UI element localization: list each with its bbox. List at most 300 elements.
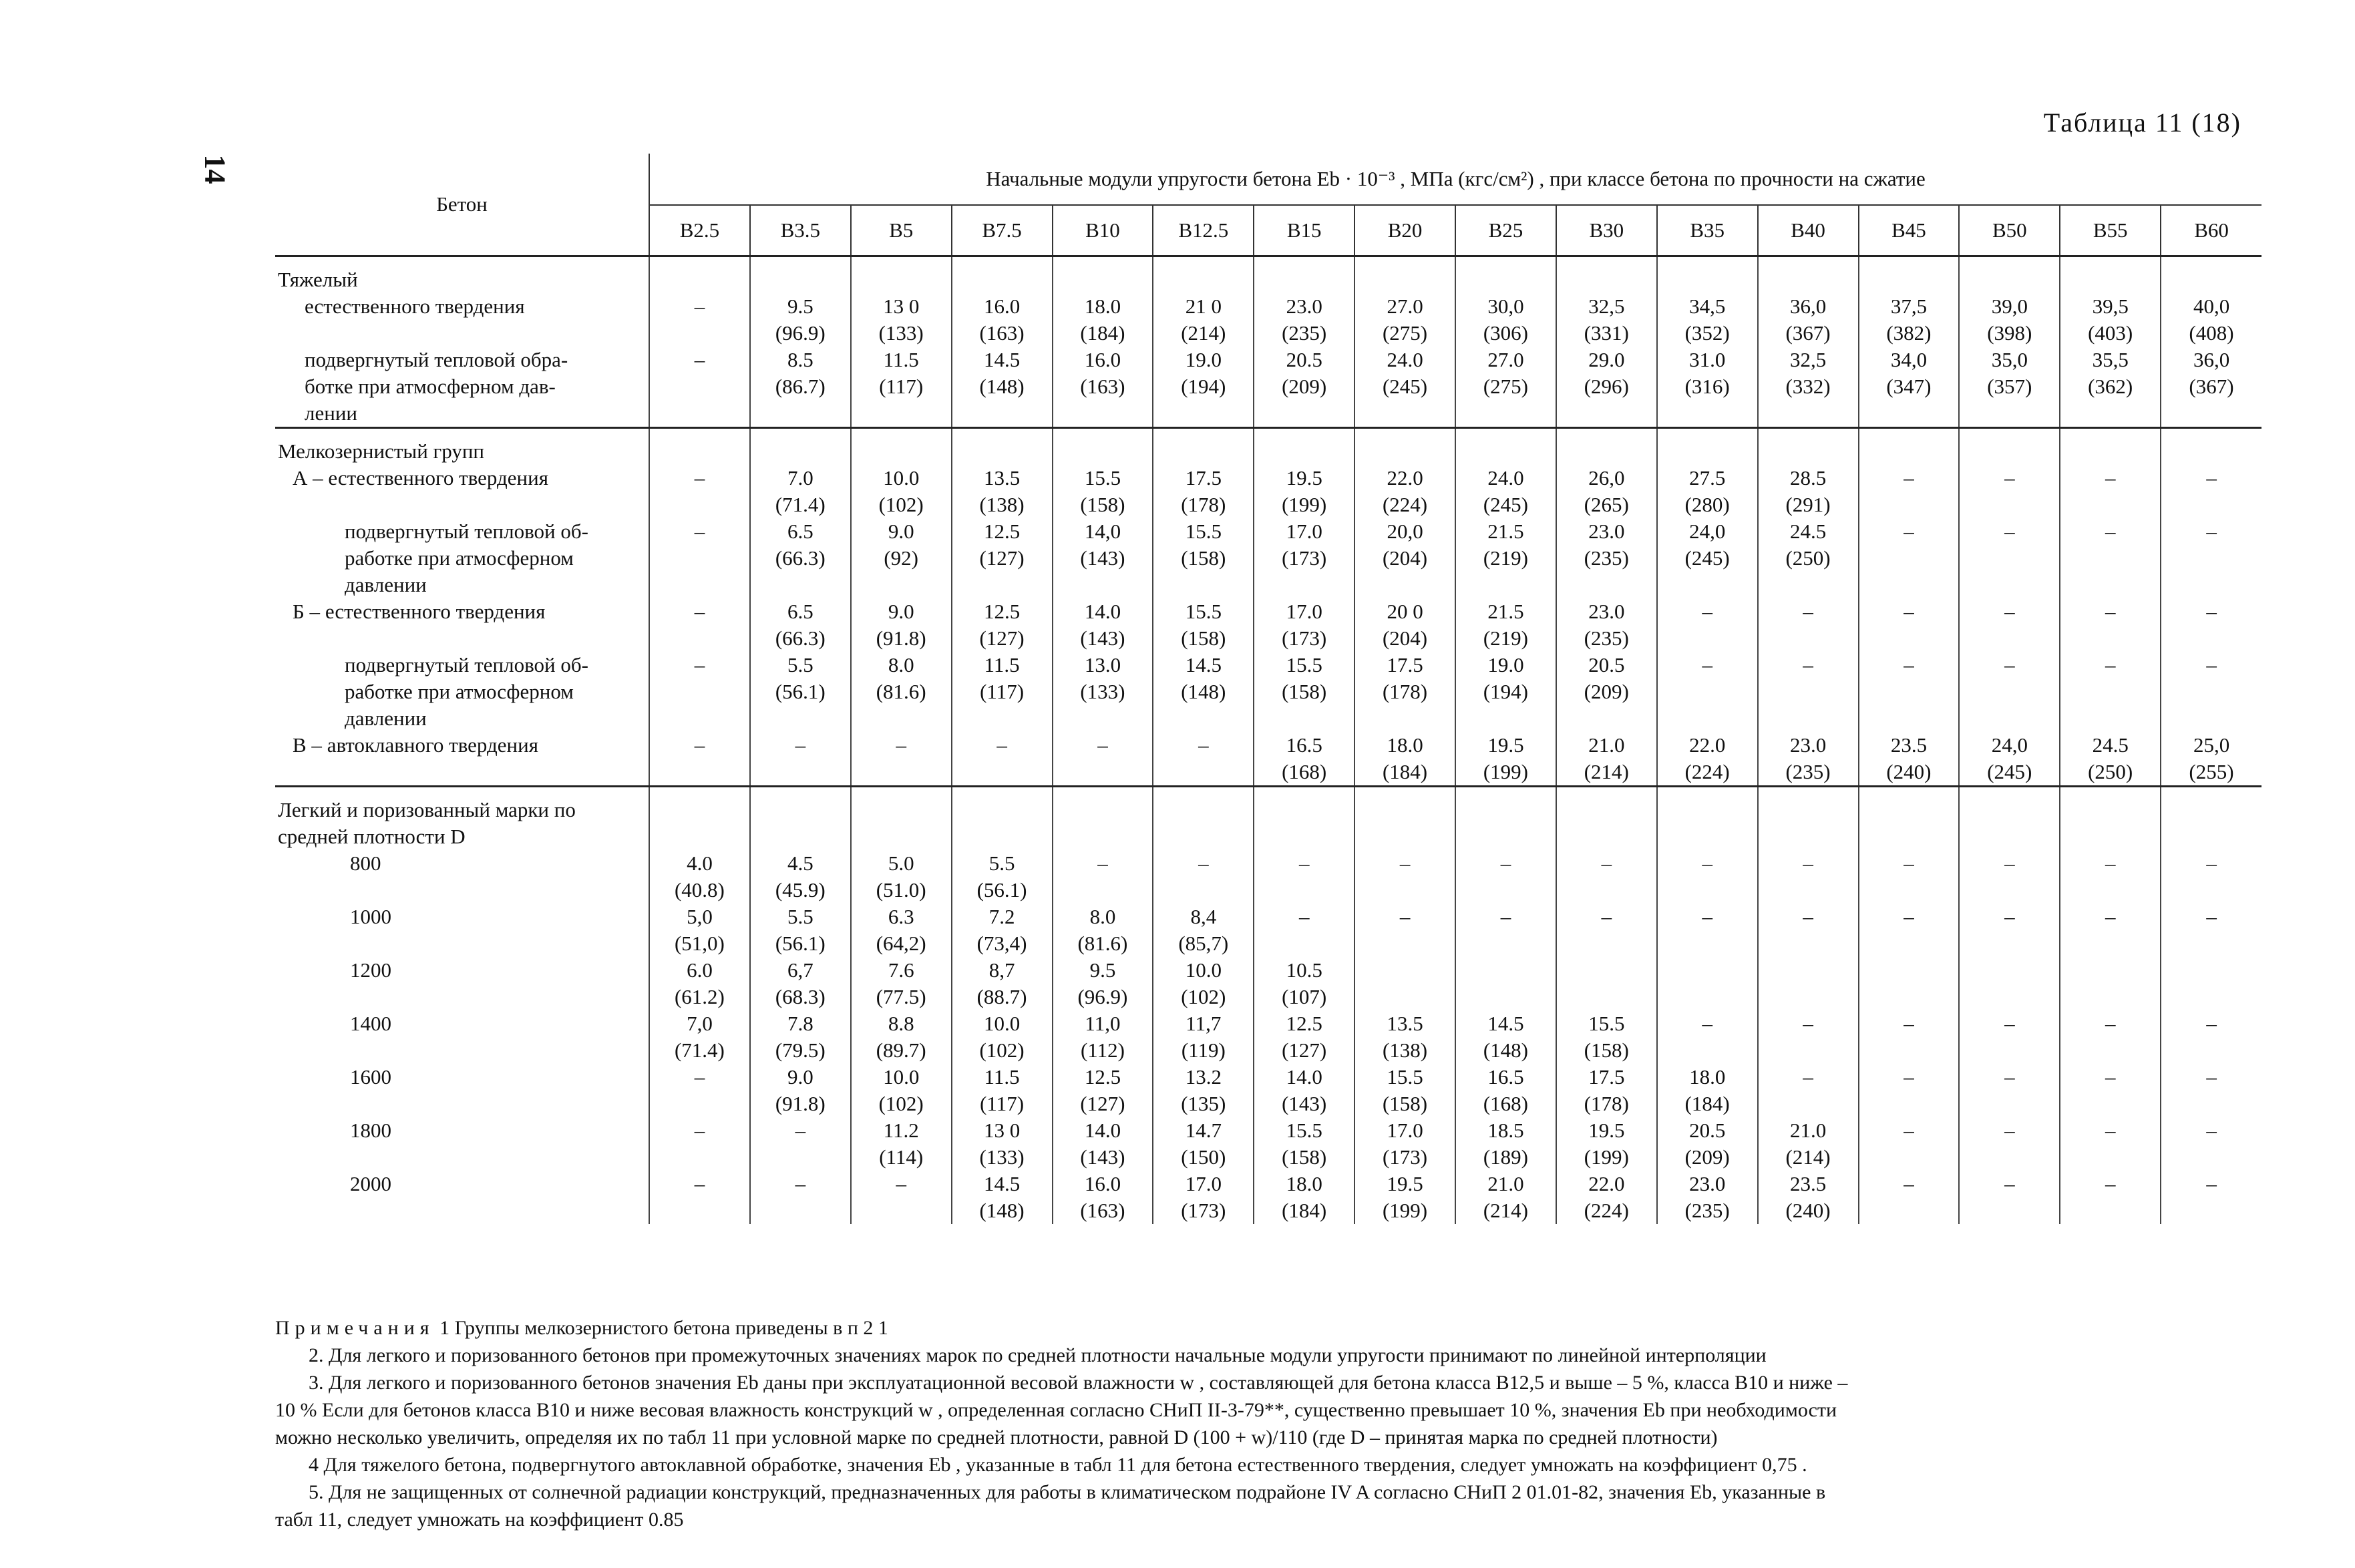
group-spacer-cell xyxy=(952,787,1053,851)
table-title: Таблица 11 (18) xyxy=(2043,108,2241,138)
row-label xyxy=(275,1064,649,1117)
value-kgf: (66.3) xyxy=(775,546,826,570)
value-mpa: 14.5 xyxy=(983,1172,1021,1195)
value-kgf: (199) xyxy=(1483,760,1529,783)
value-kgf: (214) xyxy=(1584,760,1629,783)
value-mpa: 15.5 xyxy=(1286,653,1322,676)
group-spacer-cell xyxy=(1657,428,1758,465)
value-mpa: 14.5 xyxy=(1185,653,1222,676)
value-kgf: (173) xyxy=(1282,626,1327,650)
value-kgf: (255) xyxy=(2189,760,2234,783)
value-kgf: (178) xyxy=(1382,680,1428,703)
value-mpa: 9.0 xyxy=(787,1065,813,1089)
value-mpa: 15.5 xyxy=(1185,520,1222,543)
value-kgf: (194) xyxy=(1483,680,1529,703)
value-mpa: 36,0 xyxy=(1789,295,1827,318)
value-kgf: (107) xyxy=(1282,985,1327,1008)
value-cell xyxy=(2060,850,2161,904)
value-cell xyxy=(1455,732,1556,785)
value-cell xyxy=(1859,293,1960,347)
value-cell xyxy=(1053,1171,1153,1224)
value-kgf: (88.7) xyxy=(976,985,1027,1008)
value-mpa: 4.5 xyxy=(787,851,813,875)
value-mpa: 23.0 xyxy=(1286,295,1322,318)
value-mpa: 24.0 xyxy=(1387,348,1423,371)
value-kgf: (77.5) xyxy=(876,985,926,1008)
value-mpa: 6,7 xyxy=(787,958,813,982)
value-mpa: – xyxy=(2004,466,2015,489)
note-text: 1 Группы мелкозернистого бетона приведены в п 2 1 xyxy=(439,1317,888,1339)
value-cell xyxy=(2161,1064,2261,1117)
value-mpa: 18.0 xyxy=(1387,733,1423,757)
value-mpa: – xyxy=(2105,1012,2116,1035)
value-kgf: (331) xyxy=(1584,321,1629,345)
value-mpa: – xyxy=(795,733,806,757)
value-kgf: (86.7) xyxy=(775,375,826,398)
value-mpa: 7.2 xyxy=(988,905,1015,928)
value-kgf: (245) xyxy=(1684,546,1730,570)
table-row xyxy=(275,1117,2261,1171)
value-kgf: (150) xyxy=(1181,1145,1226,1169)
value-mpa: 15.5 xyxy=(1387,1065,1423,1089)
value-kgf: (245) xyxy=(1987,760,2032,783)
value-kgf: (235) xyxy=(1282,321,1327,345)
value-cell xyxy=(1556,293,1657,347)
row-label xyxy=(275,904,649,957)
value-mpa: 18.5 xyxy=(1487,1119,1524,1142)
value-cell xyxy=(1657,732,1758,785)
value-kgf: (398) xyxy=(1987,321,2032,345)
value-cell xyxy=(1556,598,1657,652)
value-mpa: 8,7 xyxy=(988,958,1015,982)
value-kgf: (138) xyxy=(979,493,1025,516)
value-kgf: (173) xyxy=(1382,1145,1428,1169)
row-label-line: давлении xyxy=(345,707,427,730)
table-row xyxy=(275,957,2261,1010)
value-cell xyxy=(1053,850,1153,904)
group-spacer-cell xyxy=(1556,787,1657,851)
value-mpa: 37,5 xyxy=(1890,295,1928,318)
value-cell xyxy=(1153,1117,1254,1171)
value-mpa: 20,0 xyxy=(1387,520,1423,543)
table-row xyxy=(275,1064,2261,1117)
value-mpa: 32,5 xyxy=(1789,348,1827,371)
value-kgf: (148) xyxy=(1483,1038,1529,1062)
value-cell xyxy=(1657,1010,1758,1064)
value-mpa: 14.0 xyxy=(1084,600,1121,623)
value-kgf: (64,2) xyxy=(876,932,926,955)
value-cell xyxy=(1657,465,1758,518)
value-mpa: – xyxy=(1803,1065,1813,1089)
group-spacer-cell xyxy=(1153,787,1254,851)
table-row xyxy=(275,518,2261,598)
value-mpa: 15.5 xyxy=(1084,466,1121,489)
row-prefix: Б – xyxy=(293,600,325,623)
value-cell xyxy=(1254,347,1354,427)
value-cell xyxy=(1959,598,2060,652)
value-kgf: (224) xyxy=(1684,760,1730,783)
group-label xyxy=(275,256,649,294)
value-mpa: 5.5 xyxy=(988,851,1015,875)
value-kgf: (362) xyxy=(2088,375,2133,398)
value-mpa: – xyxy=(1904,851,1914,875)
value-mpa: 23.0 xyxy=(1789,733,1827,757)
value-cell xyxy=(750,1010,851,1064)
value-mpa: – xyxy=(694,466,705,489)
value-mpa: – xyxy=(694,295,705,318)
value-mpa: 16.0 xyxy=(1084,348,1121,371)
class-header-cell: B60 xyxy=(2161,205,2261,256)
value-kgf: (280) xyxy=(1684,493,1730,516)
row-label xyxy=(275,465,649,518)
value-kgf: (143) xyxy=(1282,1092,1327,1115)
group-spacer-cell xyxy=(750,787,851,851)
note-line-3: 3. Для легкого и поризованного бетонов значения Eb даны при эксплуатационной весовой влажности w , составляющей для бетона класса B12,5 и выше – 5 %, класса B10 и ниже – xyxy=(309,1372,1848,1394)
value-cell xyxy=(1758,1171,1859,1224)
table-row xyxy=(275,347,2261,427)
value-kgf: (81.6) xyxy=(876,680,926,703)
table-row xyxy=(275,465,2261,518)
value-mpa: 24,0 xyxy=(1689,520,1726,543)
value-mpa: – xyxy=(1904,520,1914,543)
value-mpa: 8,4 xyxy=(1190,905,1217,928)
value-cell xyxy=(1959,293,2060,347)
group-spacer-cell xyxy=(1254,428,1354,465)
value-kgf: (250) xyxy=(1785,546,1831,570)
value-kgf: (214) xyxy=(1181,321,1226,345)
value-mpa: – xyxy=(2004,1012,2015,1035)
value-kgf: (184) xyxy=(1080,321,1125,345)
value-cell xyxy=(2060,518,2161,598)
value-kgf: (235) xyxy=(1584,546,1629,570)
group-spacer-cell xyxy=(1254,787,1354,851)
value-kgf: (240) xyxy=(1785,1199,1831,1222)
value-mpa: – xyxy=(1601,905,1612,928)
value-cell xyxy=(2060,1117,2161,1171)
group-spacer-cell xyxy=(649,256,750,294)
value-mpa: 19.5 xyxy=(1588,1119,1625,1142)
group-label xyxy=(275,787,649,851)
table-row xyxy=(275,850,2261,904)
group-spacer-cell xyxy=(1354,428,1455,465)
class-header-cell: B45 xyxy=(1859,205,1960,256)
value-kgf: (367) xyxy=(2189,375,2234,398)
value-mpa: 9.5 xyxy=(1089,958,1116,982)
value-cell xyxy=(952,598,1053,652)
value-cell xyxy=(1153,465,1254,518)
row-label-line: давлении xyxy=(345,573,427,596)
value-cell xyxy=(1859,904,1960,957)
value-kgf: (173) xyxy=(1181,1199,1226,1222)
value-cell xyxy=(750,652,851,732)
value-cell xyxy=(1859,652,1960,732)
value-mpa: – xyxy=(2206,466,2217,489)
value-cell xyxy=(1455,465,1556,518)
group-spacer-cell xyxy=(1153,428,1254,465)
value-kgf: (316) xyxy=(1684,375,1730,398)
group-spacer-cell xyxy=(851,787,952,851)
value-cell xyxy=(952,293,1053,347)
value-kgf: (209) xyxy=(1282,375,1327,398)
class-header-cell: B20 xyxy=(1354,205,1455,256)
note-line-1 xyxy=(275,1314,2261,1342)
value-mpa: – xyxy=(2105,653,2116,676)
value-kgf: (158) xyxy=(1282,680,1327,703)
value-kgf: (178) xyxy=(1181,493,1226,516)
value-cell xyxy=(1859,518,1960,598)
value-cell xyxy=(851,518,952,598)
value-kgf: (61.2) xyxy=(674,985,725,1008)
value-mpa: 34,5 xyxy=(1689,295,1726,318)
value-cell xyxy=(2161,465,2261,518)
value-kgf: (204) xyxy=(1382,546,1428,570)
value-cell xyxy=(1959,732,2060,785)
value-mpa: – xyxy=(1803,1012,1813,1035)
group-spacer-cell xyxy=(2161,787,2261,851)
value-mpa: – xyxy=(694,653,705,676)
value-kgf: (127) xyxy=(979,626,1025,650)
value-mpa: 13.2 xyxy=(1185,1065,1222,1089)
row-label-line: лении xyxy=(305,401,357,425)
value-mpa: 22.0 xyxy=(1387,466,1423,489)
value-mpa: – xyxy=(1803,600,1813,623)
value-cell xyxy=(2060,1064,2161,1117)
value-mpa: 27.5 xyxy=(1689,466,1726,489)
value-mpa: – xyxy=(2206,1172,2217,1195)
value-mpa: 4.0 xyxy=(687,851,713,875)
value-kgf: (66.3) xyxy=(775,626,826,650)
value-cell xyxy=(1153,347,1254,427)
value-cell xyxy=(1254,652,1354,732)
value-mpa: – xyxy=(1399,851,1411,875)
value-cell xyxy=(952,957,1053,1010)
value-mpa: – xyxy=(1904,1172,1914,1195)
group-spacer-cell xyxy=(1859,428,1960,465)
value-mpa: – xyxy=(2206,600,2217,623)
value-cell xyxy=(2060,465,2161,518)
value-cell xyxy=(1153,652,1254,732)
value-mpa: – xyxy=(2004,1119,2015,1142)
value-cell xyxy=(1657,850,1758,904)
value-mpa: – xyxy=(1803,653,1813,676)
note-line-2: 2. Для легкого и поризованного бетонов при промежуточных значениях марок по средней плотности начальные модули упругости принимают по линейной интерполяции xyxy=(309,1344,1767,1366)
group-spacer-cell xyxy=(1354,787,1455,851)
value-kgf: (119) xyxy=(1181,1038,1226,1062)
value-kgf: (96.9) xyxy=(775,321,826,345)
value-cell xyxy=(750,1064,851,1117)
value-cell xyxy=(750,465,851,518)
value-kgf: (71.4) xyxy=(674,1038,725,1062)
value-mpa: – xyxy=(1500,851,1511,875)
value-cell xyxy=(1859,598,1960,652)
value-mpa: – xyxy=(1702,1012,1712,1035)
value-cell xyxy=(1254,518,1354,598)
value-mpa: 10.0 xyxy=(1185,958,1222,982)
value-cell xyxy=(1959,1117,2060,1171)
value-cell xyxy=(1354,1064,1455,1117)
value-mpa: – xyxy=(1097,733,1108,757)
value-cell xyxy=(2161,1117,2261,1171)
value-kgf: (403) xyxy=(2088,321,2133,345)
value-cell xyxy=(1657,1171,1758,1224)
value-cell xyxy=(1354,1010,1455,1064)
value-cell xyxy=(649,652,750,732)
modulus-table xyxy=(275,154,2261,1224)
value-cell xyxy=(1959,850,2060,904)
row-prefix: А – xyxy=(293,466,329,489)
value-cell xyxy=(1053,347,1153,427)
value-cell xyxy=(1254,850,1354,904)
value-mpa: 27.0 xyxy=(1487,348,1524,371)
value-cell xyxy=(649,347,750,427)
value-mpa: – xyxy=(2004,1065,2015,1089)
value-mpa: – xyxy=(2004,653,2015,676)
value-cell xyxy=(1556,465,1657,518)
value-kgf: (148) xyxy=(979,375,1025,398)
value-mpa: – xyxy=(2105,1172,2116,1195)
value-cell xyxy=(1859,465,1960,518)
value-mpa: – xyxy=(1601,851,1612,875)
value-cell xyxy=(1758,652,1859,732)
value-cell xyxy=(2161,1010,2261,1064)
value-kgf: (168) xyxy=(1282,760,1327,783)
value-mpa: 12.5 xyxy=(983,520,1021,543)
value-mpa: 19.0 xyxy=(1185,348,1222,371)
table-row xyxy=(275,293,2261,347)
value-cell xyxy=(1153,598,1254,652)
row-label-line: подвергнутый тепловой обра- xyxy=(305,348,568,371)
table-row xyxy=(275,598,2261,652)
value-cell xyxy=(2161,518,2261,598)
value-mpa: – xyxy=(1904,653,1914,676)
value-cell xyxy=(1657,904,1758,957)
value-kgf: (114) xyxy=(879,1145,924,1169)
value-cell xyxy=(1556,957,1657,1010)
value-cell xyxy=(1254,598,1354,652)
value-cell xyxy=(2060,732,2161,785)
value-kgf: (89.7) xyxy=(876,1038,926,1062)
value-cell xyxy=(1053,518,1153,598)
span-title: Начальные модули упругости бетона Eb · 10⁻³ , МПа (кгс/см²) , при классе бетона по прочности на сжатие xyxy=(649,154,2261,205)
table-row xyxy=(275,732,2261,785)
value-mpa: 11,0 xyxy=(1085,1012,1121,1035)
value-mpa: 8.5 xyxy=(787,348,813,371)
value-cell xyxy=(750,732,851,785)
value-kgf: (214) xyxy=(1483,1199,1529,1222)
value-mpa: 7.0 xyxy=(787,466,813,489)
value-cell xyxy=(2060,598,2161,652)
value-cell xyxy=(1153,1010,1254,1064)
value-cell xyxy=(1153,904,1254,957)
group-spacer-cell xyxy=(1254,256,1354,294)
value-mpa: 11.5 xyxy=(883,348,919,371)
value-cell xyxy=(1556,1117,1657,1171)
value-mpa: 23.0 xyxy=(1689,1172,1726,1195)
value-cell xyxy=(1758,293,1859,347)
value-kgf: (275) xyxy=(1382,321,1428,345)
value-cell xyxy=(1859,1171,1960,1224)
group-row xyxy=(275,256,2261,294)
value-cell xyxy=(750,1117,851,1171)
table-row xyxy=(275,904,2261,957)
value-kgf: (102) xyxy=(878,1092,924,1115)
value-cell xyxy=(1254,957,1354,1010)
value-cell xyxy=(1254,1171,1354,1224)
value-mpa: – xyxy=(2206,1065,2217,1089)
value-kgf: (143) xyxy=(1080,1145,1125,1169)
value-mpa: 24.5 xyxy=(2092,733,2129,757)
value-cell xyxy=(1556,732,1657,785)
value-kgf: (408) xyxy=(2189,321,2234,345)
value-cell xyxy=(1153,732,1254,785)
value-cell xyxy=(952,732,1053,785)
value-kgf: (117) xyxy=(980,1092,1025,1115)
value-cell xyxy=(1758,957,1859,1010)
value-cell xyxy=(952,1117,1053,1171)
value-cell xyxy=(2060,652,2161,732)
value-mpa: – xyxy=(1298,851,1310,875)
value-cell xyxy=(1859,957,1960,1010)
value-cell xyxy=(1354,652,1455,732)
value-mpa: – xyxy=(1904,600,1914,623)
value-kgf: (224) xyxy=(1584,1199,1629,1222)
value-cell xyxy=(1657,652,1758,732)
value-cell xyxy=(2161,904,2261,957)
value-cell xyxy=(1455,1064,1556,1117)
value-mpa: – xyxy=(2206,905,2217,928)
row-label xyxy=(275,850,649,904)
value-cell xyxy=(1959,1171,2060,1224)
value-kgf: (275) xyxy=(1483,375,1529,398)
value-cell xyxy=(1153,293,1254,347)
value-kgf: (112) xyxy=(1080,1038,1125,1062)
value-cell xyxy=(1354,904,1455,957)
value-mpa: – xyxy=(694,1119,705,1142)
value-kgf: (209) xyxy=(1684,1145,1730,1169)
value-mpa: 5.5 xyxy=(787,905,813,928)
class-header-cell: B30 xyxy=(1556,205,1657,256)
value-mpa: – xyxy=(1904,1119,1914,1142)
value-cell xyxy=(2161,598,2261,652)
value-kgf: (178) xyxy=(1584,1092,1629,1115)
value-cell xyxy=(952,465,1053,518)
value-cell xyxy=(1959,518,2060,598)
group-spacer-cell xyxy=(1657,787,1758,851)
row-label xyxy=(275,347,649,427)
value-mpa: 23.5 xyxy=(1789,1172,1827,1195)
value-kgf: (143) xyxy=(1080,626,1125,650)
value-mpa: – xyxy=(2206,520,2217,543)
value-mpa: 13 0 xyxy=(883,295,920,318)
value-mpa: – xyxy=(896,1172,906,1195)
value-kgf: (102) xyxy=(1181,985,1226,1008)
value-mpa: 8.0 xyxy=(888,653,914,676)
value-cell xyxy=(1657,598,1758,652)
density-label: 2000 xyxy=(350,1172,391,1195)
value-mpa: 22.0 xyxy=(1689,733,1726,757)
value-cell xyxy=(2060,957,2161,1010)
value-cell xyxy=(750,598,851,652)
row-label xyxy=(275,1171,649,1224)
value-cell xyxy=(1556,518,1657,598)
value-cell xyxy=(1053,598,1153,652)
value-mpa: 19.5 xyxy=(1286,466,1322,489)
value-mpa: – xyxy=(795,1119,806,1142)
value-mpa: 26,0 xyxy=(1588,466,1625,489)
value-cell xyxy=(1758,347,1859,427)
value-mpa: 24.5 xyxy=(1789,520,1827,543)
value-mpa: 14,0 xyxy=(1084,520,1121,543)
